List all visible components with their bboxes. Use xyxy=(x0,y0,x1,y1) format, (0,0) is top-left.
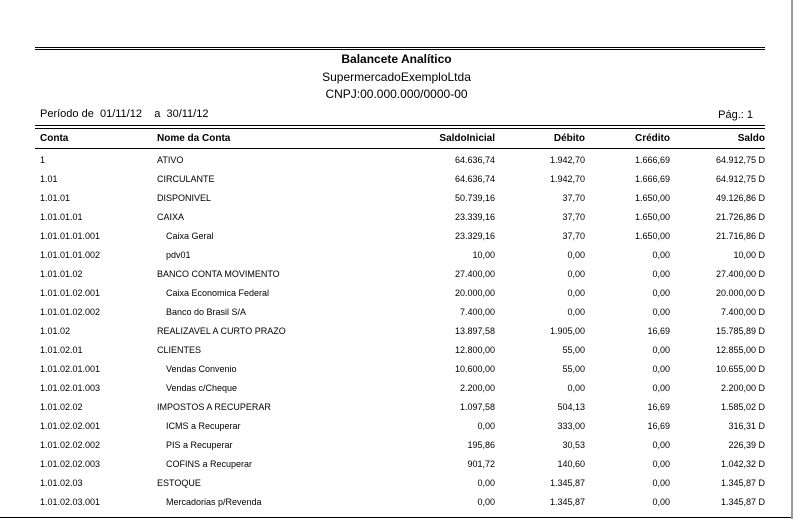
cell-saldo-inicial: 901,72 xyxy=(467,459,495,469)
cell-saldo: 49.126,86 D xyxy=(715,193,765,203)
cell-nome: Mercadorias p/Revenda xyxy=(166,497,262,507)
cell-conta: 1 xyxy=(40,155,46,165)
cell-conta: 1.01.01.02 xyxy=(40,269,83,279)
table-row xyxy=(0,397,793,416)
cell-debito: 1.942,70 xyxy=(549,174,585,184)
table-row xyxy=(0,359,793,378)
cell-conta: 1.01.02.02.001 xyxy=(40,421,101,431)
cell-debito: 1.345,87 xyxy=(549,478,585,488)
cell-saldo-inicial: 27.400,00 xyxy=(454,269,495,279)
cell-saldo-inicial: 0,00 xyxy=(477,478,495,488)
cell-nome: CLIENTES xyxy=(157,345,202,355)
cell-saldo: 15.785,89 D xyxy=(715,326,765,336)
cell-debito: 0,00 xyxy=(567,307,585,317)
cell-saldo: 316,31 D xyxy=(728,421,765,431)
table-row xyxy=(0,207,793,226)
cell-conta: 1.01.02.01.001 xyxy=(40,364,101,374)
cell-credito: 0,00 xyxy=(652,288,670,298)
cell-conta: 1.01.02.02 xyxy=(40,402,83,412)
cell-credito: 1.666,69 xyxy=(634,155,670,165)
cell-saldo: 1.042,32 D xyxy=(720,459,765,469)
cell-nome: COFINS a Recuperar xyxy=(166,459,253,469)
cell-debito: 0,00 xyxy=(567,250,585,260)
cell-saldo: 1.345,87 D xyxy=(720,497,765,507)
cell-saldo: 226,39 D xyxy=(728,440,765,450)
cell-conta: 1.01.02.01 xyxy=(40,345,83,355)
cell-credito: 1.650,00 xyxy=(634,212,670,222)
cell-debito: 37,70 xyxy=(562,212,585,222)
report-title: Balancete Analítico xyxy=(341,52,452,66)
cell-conta: 1.01.01.01 xyxy=(40,212,83,222)
cell-debito: 30,53 xyxy=(562,440,585,450)
table-row xyxy=(0,283,793,302)
cell-credito: 1.650,00 xyxy=(634,193,670,203)
cell-saldo-inicial: 64.636,74 xyxy=(454,155,495,165)
cell-debito: 1.942,70 xyxy=(549,155,585,165)
column-header-conta: Conta xyxy=(40,133,69,144)
header-rule-top-double xyxy=(35,128,765,129)
company-cnpj: CNPJ:00.000.000/0000-00 xyxy=(325,87,468,101)
cell-conta: 1.01.02.03.001 xyxy=(40,497,101,507)
column-header-saldo-inicial: SaldoInicial xyxy=(439,133,495,144)
cell-nome: CAIXA xyxy=(157,212,185,222)
table-row xyxy=(0,435,793,454)
cell-credito: 0,00 xyxy=(652,497,670,507)
table-row xyxy=(0,473,793,492)
cell-saldo-inicial: 2.200,00 xyxy=(459,383,495,393)
table-row xyxy=(0,188,793,207)
page-number: 1 xyxy=(746,109,753,121)
cell-saldo: 64.912,75 D xyxy=(715,155,765,165)
cell-nome: pdv01 xyxy=(166,250,191,260)
cell-credito: 0,00 xyxy=(652,307,670,317)
cell-saldo: 10.655,00 D xyxy=(715,364,765,374)
cell-conta: 1.01 xyxy=(40,174,58,184)
cell-credito: 16,69 xyxy=(647,326,670,336)
cell-nome: Caixa Geral xyxy=(166,231,214,241)
cell-credito: 0,00 xyxy=(652,459,670,469)
table-row xyxy=(0,340,793,359)
cell-nome: BANCO CONTA MOVIMENTO xyxy=(157,269,280,279)
cell-debito: 37,70 xyxy=(562,231,585,241)
cell-nome: Banco do Brasil S/A xyxy=(166,307,247,317)
cell-credito: 16,69 xyxy=(647,402,670,412)
cell-saldo-inicial: 13.897,58 xyxy=(454,326,495,336)
table-row xyxy=(0,150,793,169)
cell-nome: ESTOQUE xyxy=(157,478,201,488)
cell-saldo-inicial: 23.339,16 xyxy=(454,212,495,222)
table-row xyxy=(0,321,793,340)
cell-conta: 1.01.02.01.003 xyxy=(40,383,101,393)
table-row xyxy=(0,302,793,321)
cell-nome: Vendas Convenio xyxy=(166,364,237,374)
cell-conta: 1.01.01 xyxy=(40,193,71,203)
company-name: SupermercadoExemploLtda xyxy=(322,70,471,84)
table-row xyxy=(0,378,793,397)
cell-debito: 140,60 xyxy=(557,459,585,469)
cell-saldo: 21.726,86 D xyxy=(715,212,765,222)
cell-credito: 0,00 xyxy=(652,250,670,260)
cell-credito: 0,00 xyxy=(652,345,670,355)
cell-conta: 1.01.01.02.002 xyxy=(40,307,101,317)
cell-conta: 1.01.01.01.001 xyxy=(40,231,101,241)
cell-saldo-inicial: 1.097,58 xyxy=(459,402,495,412)
cell-saldo: 7.400,00 D xyxy=(720,307,765,317)
cell-saldo: 12.855,00 D xyxy=(715,345,765,355)
cell-saldo: 64.912,75 D xyxy=(715,174,765,184)
cell-credito: 16,69 xyxy=(647,421,670,431)
page-indicator xyxy=(718,109,753,121)
cell-saldo-inicial: 50.739,16 xyxy=(454,193,495,203)
cell-saldo-inicial: 20.000,00 xyxy=(454,288,495,298)
period-start: 01/11/12 xyxy=(99,108,142,120)
cell-saldo-inicial: 12.800,00 xyxy=(454,345,495,355)
cell-debito: 1.905,00 xyxy=(549,326,585,336)
cell-saldo: 20.000,00 D xyxy=(715,288,765,298)
cell-saldo-inicial: 0,00 xyxy=(477,421,495,431)
cell-credito: 0,00 xyxy=(652,478,670,488)
period-end: 30/11/12 xyxy=(166,108,209,120)
table-row xyxy=(0,245,793,264)
cell-saldo: 27.400,00 D xyxy=(715,269,765,279)
cell-credito: 1.650,00 xyxy=(634,231,670,241)
cell-saldo-inicial: 0,00 xyxy=(477,497,495,507)
period-label: Período de xyxy=(40,108,94,120)
column-header-saldo: Saldo xyxy=(737,133,765,144)
cell-saldo: 21.716,86 D xyxy=(715,231,765,241)
column-header-credito: Crédito xyxy=(635,133,670,144)
table-row xyxy=(0,264,793,283)
cell-conta: 1.01.02.02.003 xyxy=(40,459,101,469)
cell-conta: 1.01.02 xyxy=(40,326,71,336)
table-row xyxy=(0,454,793,473)
cell-debito: 37,70 xyxy=(562,193,585,203)
cell-saldo-inicial: 195,86 xyxy=(467,440,495,450)
cell-credito: 0,00 xyxy=(652,383,670,393)
period-separator: a xyxy=(154,108,161,120)
cell-nome: ICMS a Recuperar xyxy=(166,421,241,431)
cell-nome: CIRCULANTE xyxy=(157,174,215,184)
cell-credito: 0,00 xyxy=(652,364,670,374)
cell-debito: 333,00 xyxy=(557,421,585,431)
cell-saldo: 1.585,02 D xyxy=(720,402,765,412)
cell-saldo: 1.345,87 D xyxy=(720,478,765,488)
cell-debito: 0,00 xyxy=(567,269,585,279)
period-line xyxy=(40,108,208,120)
cell-conta: 1.01.02.02.002 xyxy=(40,440,101,450)
table-row xyxy=(0,226,793,245)
cell-nome: REALIZAVEL A CURTO PRAZO xyxy=(157,326,286,336)
cell-debito: 55,00 xyxy=(562,364,585,374)
cell-saldo-inicial: 23.329,16 xyxy=(454,231,495,241)
table-row xyxy=(0,492,793,511)
cell-conta: 1.01.01.02.001 xyxy=(40,288,101,298)
cell-saldo: 2.200,00 D xyxy=(720,383,765,393)
table-row xyxy=(0,169,793,188)
cell-nome: ATIVO xyxy=(157,155,184,165)
cell-debito: 1.345,87 xyxy=(549,497,585,507)
cell-nome: Caixa Economica Federal xyxy=(166,288,270,298)
cell-debito: 504,13 xyxy=(557,402,585,412)
cell-nome: Vendas c/Cheque xyxy=(166,383,238,393)
cell-credito: 1.666,69 xyxy=(634,174,670,184)
cell-saldo-inicial: 64.636,74 xyxy=(454,174,495,184)
cell-conta: 1.01.01.01.002 xyxy=(40,250,101,260)
cell-saldo-inicial: 10,00 xyxy=(472,250,495,260)
cell-conta: 1.01.02.03 xyxy=(40,478,83,488)
cell-saldo-inicial: 10.600,00 xyxy=(454,364,495,374)
cell-credito: 0,00 xyxy=(652,269,670,279)
column-header-nome: Nome da Conta xyxy=(157,133,231,144)
header-rule-top xyxy=(35,125,765,126)
top-rule xyxy=(35,47,765,48)
cell-debito: 0,00 xyxy=(567,383,585,393)
cell-debito: 55,00 xyxy=(562,345,585,355)
column-header-debito: Débito xyxy=(553,133,585,144)
cell-nome: DISPONIVEL xyxy=(157,193,212,203)
cell-credito: 0,00 xyxy=(652,440,670,450)
cell-nome: IMPOSTOS A RECUPERAR xyxy=(157,402,271,412)
cell-debito: 0,00 xyxy=(567,288,585,298)
cell-saldo-inicial: 7.400,00 xyxy=(459,307,495,317)
cell-nome: PIS a Recuperar xyxy=(166,440,233,450)
page-label: Pág.: xyxy=(718,109,744,121)
top-rule-double xyxy=(35,49,765,50)
header-rule-bottom xyxy=(35,148,765,149)
cell-saldo: 10,00 D xyxy=(733,250,765,260)
table-row xyxy=(0,416,793,435)
